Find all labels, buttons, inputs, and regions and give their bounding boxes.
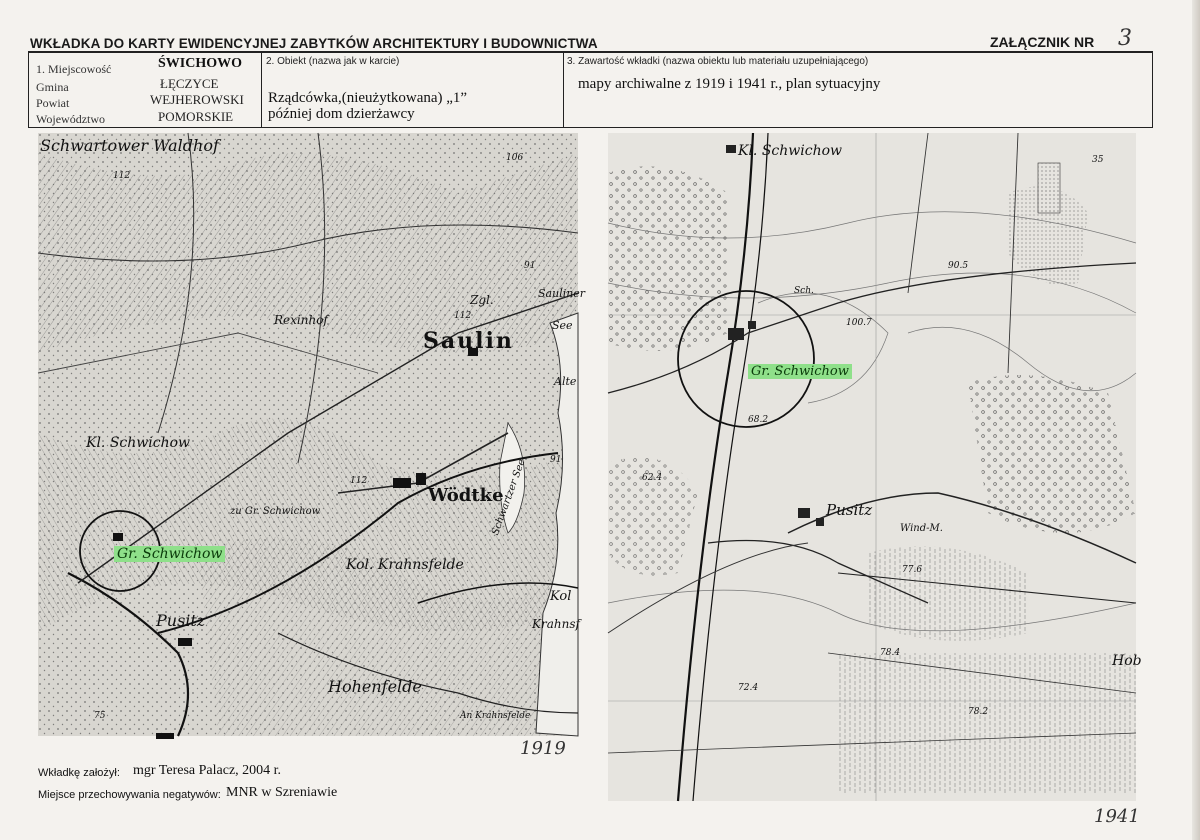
label-kol-krahnsfelde: Kol. Krahnsfelde: [346, 557, 464, 573]
label-zgl: Zgl.: [470, 293, 494, 307]
attachment-number: 3: [1118, 26, 1132, 51]
label-an-krahnsfelde: An Krahnsfelde: [460, 711, 531, 721]
commune-label: Gmina: [36, 80, 69, 94]
label-h91b: 91: [550, 455, 562, 465]
form-bottom-border: [28, 127, 1153, 128]
label-1941-h68: 68.2: [748, 415, 769, 425]
form-divider-2: [563, 51, 564, 128]
commune-value: ŁĘCZYCE: [160, 76, 219, 91]
created-by-value: mgr Teresa Palacz, 2004 r.: [133, 763, 282, 778]
label-schwartzer-see: Schwartzer See: [490, 457, 528, 537]
county-label: Powiat: [36, 96, 70, 110]
label-waldhof: Schwartower Waldhof: [40, 136, 219, 155]
negatives-location-label: Miejsce przechowywania negatywów:: [38, 789, 221, 801]
label-h112c: 112: [350, 476, 368, 486]
label-sauliner: Sauliner: [538, 287, 586, 300]
label-1941-wind-m: Wind-M.: [900, 523, 943, 534]
map-1919-year: 1919: [520, 738, 566, 759]
label-1941-kl-schwichow: Kl. Schwichow: [738, 143, 843, 159]
label-gr-schwichow-highlighted: Gr. Schwichow: [114, 546, 225, 562]
label-h91: 91: [524, 261, 536, 271]
object-value-line1: Rządcówka,(nieużytkowana) „1”: [268, 90, 468, 106]
label-see: See: [552, 319, 573, 332]
label-1941-h100: 100.7: [846, 318, 872, 328]
label-rexinhof: Rexinhof: [274, 313, 328, 327]
contents-label: 3. Zawartość wkładki (nazwa obiektu lub materiału uzupełniającego): [567, 56, 869, 67]
label-1941-h62: 62.4: [642, 473, 663, 483]
label-saulin: Saulin: [423, 328, 514, 354]
label-1941-gr-schwichow-highlighted: Gr. Schwichow: [748, 364, 852, 379]
form-left-border: [28, 51, 29, 128]
map-1941: [608, 133, 1142, 801]
map-1941-terrain: [608, 133, 1136, 801]
label-h106: 106: [506, 153, 524, 163]
label-1941-h72: 72.4: [738, 683, 759, 693]
map-1919: [38, 133, 586, 736]
label-krahnsfelde: Krahnsf: [532, 617, 580, 631]
object-label: 2. Obiekt (nazwa jak w karcie): [266, 56, 400, 67]
label-wodtke: Wödtke: [428, 485, 504, 506]
locality-label: 1. Miejscowość: [36, 62, 112, 76]
label-vorw: zu Gr. Schwichow: [230, 506, 321, 517]
locality-value: ŚWICHOWO: [158, 56, 243, 71]
form-right-border: [1152, 51, 1153, 128]
label-1941-h77: 77.6: [902, 565, 923, 575]
page-edge: [1192, 0, 1200, 840]
label-1941-h78a: 78.4: [880, 648, 901, 658]
negatives-location-value: MNR w Szreniawie: [226, 785, 338, 800]
label-kl-schwichow: Kl. Schwichow: [86, 435, 191, 451]
form-divider-1: [261, 51, 262, 128]
county-value: WEJHEROWSKI: [150, 92, 244, 107]
object-value-line2: później dom dzierżawcy: [268, 106, 415, 122]
label-h112a: 112: [113, 171, 131, 181]
label-kol: Kol: [550, 589, 572, 604]
label-1941-h78b: 78.2: [968, 707, 989, 717]
form-title: WKŁADKA DO KARTY EWIDENCYJNEJ ZABYTKÓW ARCHITEKTURY I BUDOWNICTWA: [30, 36, 598, 51]
label-pusitz: Pusitz: [156, 611, 206, 630]
map-1941-year: 1941: [1094, 806, 1140, 827]
label-h112b: 112: [454, 311, 472, 321]
label-1941-pusitz: Pusitz: [826, 501, 873, 519]
label-1941-sch: Sch.: [794, 286, 814, 296]
contents-value: mapy archiwalne z 1919 i 1941 r., plan sytuacyjny: [578, 76, 881, 92]
created-by-label: Wkładkę założył:: [38, 767, 120, 779]
form-top-border: [28, 51, 1153, 53]
voivodeship-value: POMORSKIE: [158, 109, 234, 124]
label-1941-h90: 90.5: [948, 261, 969, 271]
label-alte: Alte: [554, 375, 577, 388]
label-hohenfelde: Hohenfelde: [328, 677, 422, 696]
label-1941-hob: Hob: [1112, 653, 1142, 669]
label-h75: 75: [94, 711, 106, 721]
label-1941-h35: 35: [1092, 155, 1104, 165]
attachment-label: ZAŁĄCZNIK NR: [990, 34, 1095, 50]
voivodeship-label: Województwo: [36, 112, 106, 126]
